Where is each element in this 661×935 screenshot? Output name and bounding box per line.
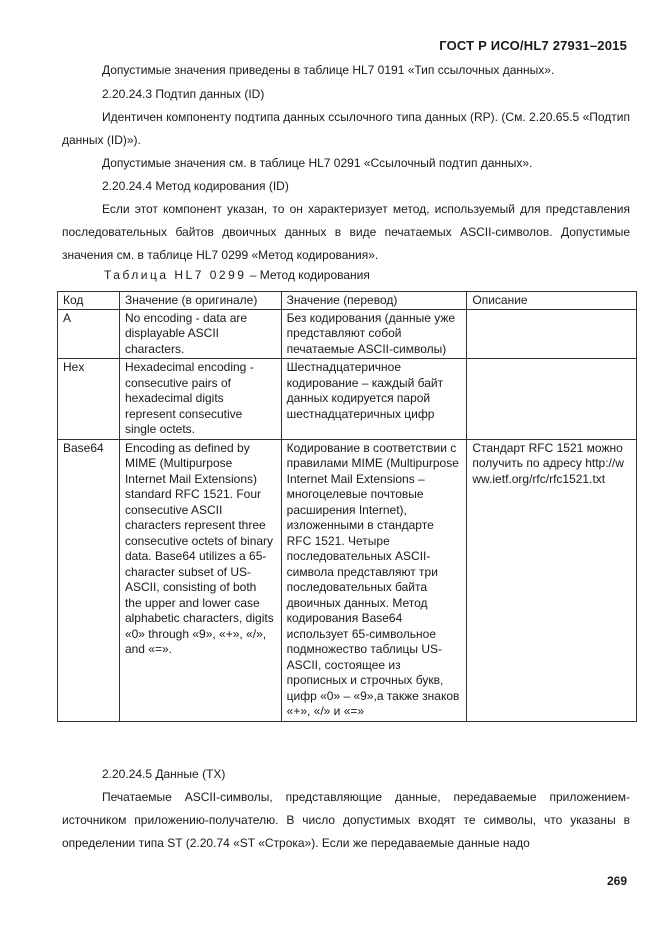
header-code: Код	[58, 292, 120, 310]
page-number: 269	[606, 874, 627, 888]
cell-original-value: No encoding - data are displayable ASCII characters.	[119, 309, 281, 359]
table-row	[58, 359, 637, 440]
encoding-method-table	[57, 291, 637, 722]
header-translated-value: Значение (перевод)	[281, 292, 467, 310]
cell-code: A	[58, 309, 120, 359]
cell-description: Стандарт RFC 1521 можно получить по адресу http://www.ietf.org/rfc/rfc1521.txt	[467, 439, 637, 721]
cell-translated-value: Шестнадцатеричное кодирование – каждый байт данных кодируется парой шестнадцатеричных цифр	[281, 359, 467, 440]
paragraph-data-tx: Печатаемые ASCII-символы, представляющие данные, передаваемые приложением-источником приложению-получателю. В число допустимых входят те символы, что указаны в определении типа ST (2.20.74 «ST «Строка»). Если же передаваемые данные надо	[62, 790, 630, 850]
section-heading-2-20-24-5: 2.20.24.5 Данные (TX)	[102, 767, 226, 781]
cell-original-value: Encoding as defined by MIME (Multipurpose Internet Mail Extensions) standard RFC 1521. Four consecutive ASCII characters represent three consecutive octets of binary data. Base64 utilizes a 65-character subset of US-ASCII, consisting of both the upper and lower case alphabetic characters, digits «0» through «9», «+», «/», and «=».	[119, 439, 281, 721]
document-header: ГОСТ Р ИСО/HL7 27931–2015	[439, 38, 627, 53]
header-description: Описание	[467, 292, 637, 310]
table-caption-title: – Метод кодирования	[246, 268, 370, 282]
header-original-value: Значение (в оригинале)	[119, 292, 281, 310]
section-heading-2-20-24-4: 2.20.24.4 Метод кодирования (ID)	[102, 179, 289, 193]
paragraph-data-subtype: Идентичен компоненту подтипа данных ссылочного типа данных (RP). (См. 2.20.65.5 «Подтип данных (ID)»).	[62, 110, 630, 147]
cell-translated-value: Кодирование в соответствии с правилами MIME (Multipurpose Internet Mail Extensions – многоцелевые почтовые расширения Internet), изложенными в стандарте RFC 1521. Четыре последовательных ASCII-символа представляют три последовательных байта двоичных данных. Метод кодирования Base64 использует 65-символьное подмножество таблицы US-ASCII, состоящее из прописных и строчных букв, цифр «0» – «9»,а также знаков «+», «/» и «=»	[281, 439, 467, 721]
table-caption-prefix: Таблица HL7 0299	[104, 268, 247, 282]
section-heading-2-20-24-3: 2.20.24.3 Подтип данных (ID)	[102, 87, 265, 101]
table-caption	[104, 268, 370, 282]
cell-translated-value: Без кодирования (данные уже представляют собой печатаемые ASCII-символы)	[281, 309, 467, 359]
table-header-row	[58, 292, 637, 310]
paragraph-encoding-method: Если этот компонент указан, то он характеризует метод, используемый для представления последовательных байтов двоичных данных в виде печатаемых ASCII-символов. Допустимые значения см. в таблице HL7 0299 «Метод кодирования».	[62, 202, 630, 262]
cell-code: Base64	[58, 439, 120, 721]
cell-description	[467, 359, 637, 440]
table-row	[58, 309, 637, 359]
cell-description	[467, 309, 637, 359]
paragraph-allowed-values-0191: Допустимые значения приведены в таблице HL7 0191 «Тип ссылочных данных».	[102, 63, 555, 77]
table-row	[58, 439, 637, 721]
cell-code: Hex	[58, 359, 120, 440]
cell-original-value: Hexadecimal encoding - consecutive pairs of hexadecimal digits represent consecutive single octets.	[119, 359, 281, 440]
paragraph-allowed-values-0291: Допустимые значения см. в таблице HL7 0291 «Ссылочный подтип данных».	[102, 156, 533, 170]
